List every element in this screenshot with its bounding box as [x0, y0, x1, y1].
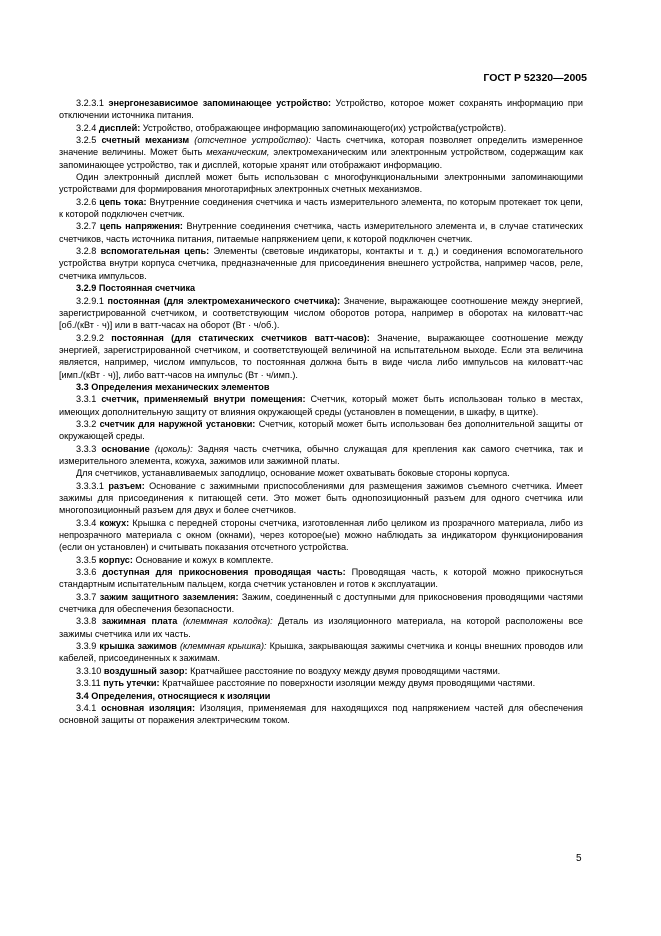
definition-text: Значение, выражающее соотношение между энергией, зарегистрированной счетчиком, и соответствующим числом оборотов ротора, например в оборотах на киловатт-час [об./(кВт · ч)] или в ватт-часах на оборот (Вт · ч/об.). — [59, 295, 583, 331]
definition-paragraph — [59, 480, 583, 517]
clause-number: 3.2.9.1 — [76, 295, 104, 306]
definition-text: Устройство, отображающее информацию запоминающего(их) устройства(устройств). — [140, 122, 507, 133]
section-heading — [59, 690, 583, 702]
definition-text: Изоляция, применяемая для находящихся под напряжением частей для обеспечения основной защиты от поражения электрическим током. — [59, 702, 583, 726]
term: основная изоляция: — [101, 702, 196, 713]
page-number: 5 — [576, 853, 582, 864]
definition-text: Кратчайшее расстояние по поверхности изоляции между двумя проводящими частями. — [159, 678, 536, 689]
alternative-term: (клеммная крышка): — [176, 641, 267, 652]
definition-text: Основание с зажимными приспособлениями для размещения зажимов съемного счетчика. Имеет зажимы для присоединения к питающей сети. Это может быть однопозиционный разъем для одного счетчика или многопозиционный разъем для двух и более счетчиков. — [59, 480, 583, 516]
clause-number: 3.3.3.1 — [76, 480, 104, 491]
term: счетный механизм — [101, 135, 190, 146]
clause-number: 3.3.2 — [76, 418, 97, 429]
definition-text: Один электронный дисплей может быть использован с многофункциональными электронными запоминающими устройствами для формирования многотарифных электронных счетных механизмов. — [59, 172, 583, 195]
clause-number: 3.2.9.2 — [76, 332, 104, 343]
alternative-term: (клеммная колодка): — [177, 616, 273, 627]
clause-number: 3.2.3.1 — [76, 98, 104, 108]
alternative-term: (отсчетное устройство): — [189, 135, 311, 146]
term: дисплей: — [98, 122, 141, 133]
definition-paragraph — [59, 640, 583, 665]
definition-text: Устройство, которое может сохранять информацию при отключении источника питания. — [59, 98, 583, 121]
definition-text: Зажим, соединенный с доступными для прикосновения проводящими частями счетчика для обеспечения безопасности. — [59, 591, 583, 615]
clause-number: 3.3.6 — [76, 567, 97, 578]
term: зажим защитного заземления: — [99, 591, 239, 602]
term: цепь тока: — [99, 196, 147, 207]
document-header: ГОСТ Р 52320—2005 — [483, 72, 587, 84]
definition-paragraph — [59, 122, 583, 134]
term: доступная для прикосновения проводящая часть: — [102, 567, 346, 578]
definition-text: Крышка, закрывающая зажимы счетчика и концы внешних проводов или кабелей, присоединенных к зажимам. — [59, 641, 583, 664]
clause-number: 3.3.1 — [76, 394, 97, 405]
definition-paragraph — [59, 418, 583, 443]
definition-paragraph — [59, 702, 583, 727]
definition-text: Задняя часть счетчика, обычно служащая для крепления как самого счетчика, так и измерительного элемента, кожуха, зажимов или зажимной платы. — [59, 443, 583, 466]
clause-number: 3.3.9 — [76, 641, 97, 652]
definition-text: Внутренние соединения счетчика и часть измерительного элемента, по которым протекает ток цепи, к которой подключен счетчик. — [59, 196, 583, 220]
heading-text: Постоянная счетчика — [98, 283, 196, 294]
definition-paragraph — [59, 554, 583, 566]
clause-number: 3.2.6 — [76, 196, 97, 207]
clause-number: 3.3.7 — [76, 591, 97, 602]
definition-paragraph — [59, 591, 583, 616]
definition-text: Для счетчиков, устанавливаемых заподлицо, основание может охватывать боковые стороны корпуса. — [76, 468, 510, 479]
term: разъем: — [108, 480, 145, 491]
clause-number: 3.2.7 — [76, 221, 97, 232]
definition-paragraph — [59, 443, 583, 468]
term: зажимная плата — [101, 616, 178, 627]
definition-paragraph — [59, 677, 583, 689]
definition-text: Основание и кожух в комплекте. — [132, 554, 274, 565]
definition-paragraph — [59, 665, 583, 677]
term: воздушный зазор: — [103, 665, 188, 676]
definition-text: Элементы (световые индикаторы, контакты и т. д.) и соединения вспомогательного устройства внутри корпуса счетчика, предназначенные для присоединения внешнего устройства, например часов, реле, счетчика импульсов. — [59, 246, 583, 281]
term: счетчик, применяемый внутри помещения: — [101, 394, 306, 405]
definition-text: Кратчайшее расстояние по воздуху между двумя проводящими частями. — [187, 665, 501, 676]
term: счетчик для наружной установки: — [99, 418, 256, 429]
clause-number: 3.3.5 — [76, 554, 97, 565]
term: постоянная (для электромеханического счетчика): — [107, 295, 341, 306]
definition-text: Крышка с передней стороны счетчика, изготовленная либо целиком из прозрачного материала, либо из непрозрачного материала с окном (окнами), через которое(ые) можно наблюдать за индикатором функционирования (если он установлен) и считывать показания отсчетного устройства. — [59, 517, 583, 553]
term: основание — [101, 443, 150, 454]
definition-paragraph — [59, 517, 583, 554]
definition-text: электромеханическим или электронным устройством, содержащим как запоминающее устройство, так и дисплей, которые хранят или отображают информацию. — [59, 147, 583, 170]
definition-paragraph — [59, 615, 583, 640]
clause-number: 3.2.5 — [76, 135, 97, 146]
term: корпус: — [98, 554, 133, 565]
definition-paragraph — [59, 295, 583, 332]
section-heading — [59, 282, 583, 294]
definition-paragraph — [59, 220, 583, 245]
term: кожух: — [99, 517, 130, 528]
term: цепь напряжения: — [99, 221, 183, 232]
definition-paragraph — [59, 134, 583, 171]
definition-paragraph — [59, 245, 583, 282]
clause-number: 3.4.1 — [76, 702, 97, 713]
definition-text: Проводящая часть, к которой можно прикоснуться стандартным испытательным пальцем, когда счетчик установлен и готов к эксплуатации. — [59, 567, 583, 590]
definition-paragraph — [59, 393, 583, 418]
definition-paragraph — [59, 566, 583, 591]
definition-paragraph — [59, 467, 583, 479]
heading-text: Определения механических элементов — [91, 381, 270, 392]
alternative-term: (цоколь): — [149, 443, 193, 454]
clause-number: 3.2.4 — [76, 122, 97, 133]
term: крышка зажимов — [99, 641, 177, 652]
clause-number: 3.3.3 — [76, 443, 97, 454]
definition-paragraph — [59, 196, 583, 221]
definition-paragraph — [59, 171, 583, 196]
clause-number: 3.3.4 — [76, 517, 97, 528]
definition-text: Счетчик, который может быть использован без дополнительной защиты от окружающей среды. — [59, 418, 583, 442]
clause-number: 3.3.10 — [76, 665, 102, 676]
section-number: 3.4 — [76, 690, 89, 701]
clause-number: 3.2.8 — [76, 246, 97, 257]
emphasis: механическим, — [206, 147, 270, 158]
definition-paragraph — [59, 97, 583, 122]
document-body — [59, 97, 583, 727]
heading-text: Определения, относящиеся к изоляции — [91, 690, 271, 701]
definition-text: Внутренние соединения счетчика, часть измерительного элемента и, в случае статических счетчиков, часть источника питания, питаемые напряжением цепи, к которой подключен счетчик. — [59, 221, 583, 244]
definition-text: Счетчик, который может быть использован только в местах, имеющих дополнительную защиту от влияния окружающей среды (установлен в помещении, в шкафу, в щитке). — [59, 394, 583, 417]
definition-text: Значение, выражающее соотношение между энергией, зарегистрированной счетчиком, и соответствующей величиной на испытательном выходе. Если эта величина является, например, числом импульсов, то постоянная должна быть в виде числа либо импульсов на киловатт-час [имп./(кВт · ч)], либо ватт-часов на импульс (Вт · ч/имп.). — [59, 332, 583, 380]
section-number: 3.3 — [76, 381, 89, 392]
definition-text: Деталь из изоляционного материала, на которой расположены все зажимы счетчика или их часть. — [59, 616, 583, 639]
term: путь утечки: — [103, 678, 160, 689]
clause-number: 3.3.8 — [76, 616, 97, 627]
clause-number: 3.3.11 — [76, 678, 101, 689]
definition-paragraph — [59, 332, 583, 381]
term: вспомогательная цепь: — [100, 246, 210, 257]
term: постоянная (для статических счетчиков ватт-часов): — [111, 332, 370, 343]
term: энергонезависимое запоминающее устройство: — [108, 98, 332, 108]
definition-text: Часть счетчика, которая позволяет определить измеренное значение величины. Может быть — [59, 135, 583, 158]
section-heading — [59, 381, 583, 393]
section-number: 3.2.9 — [76, 283, 97, 294]
